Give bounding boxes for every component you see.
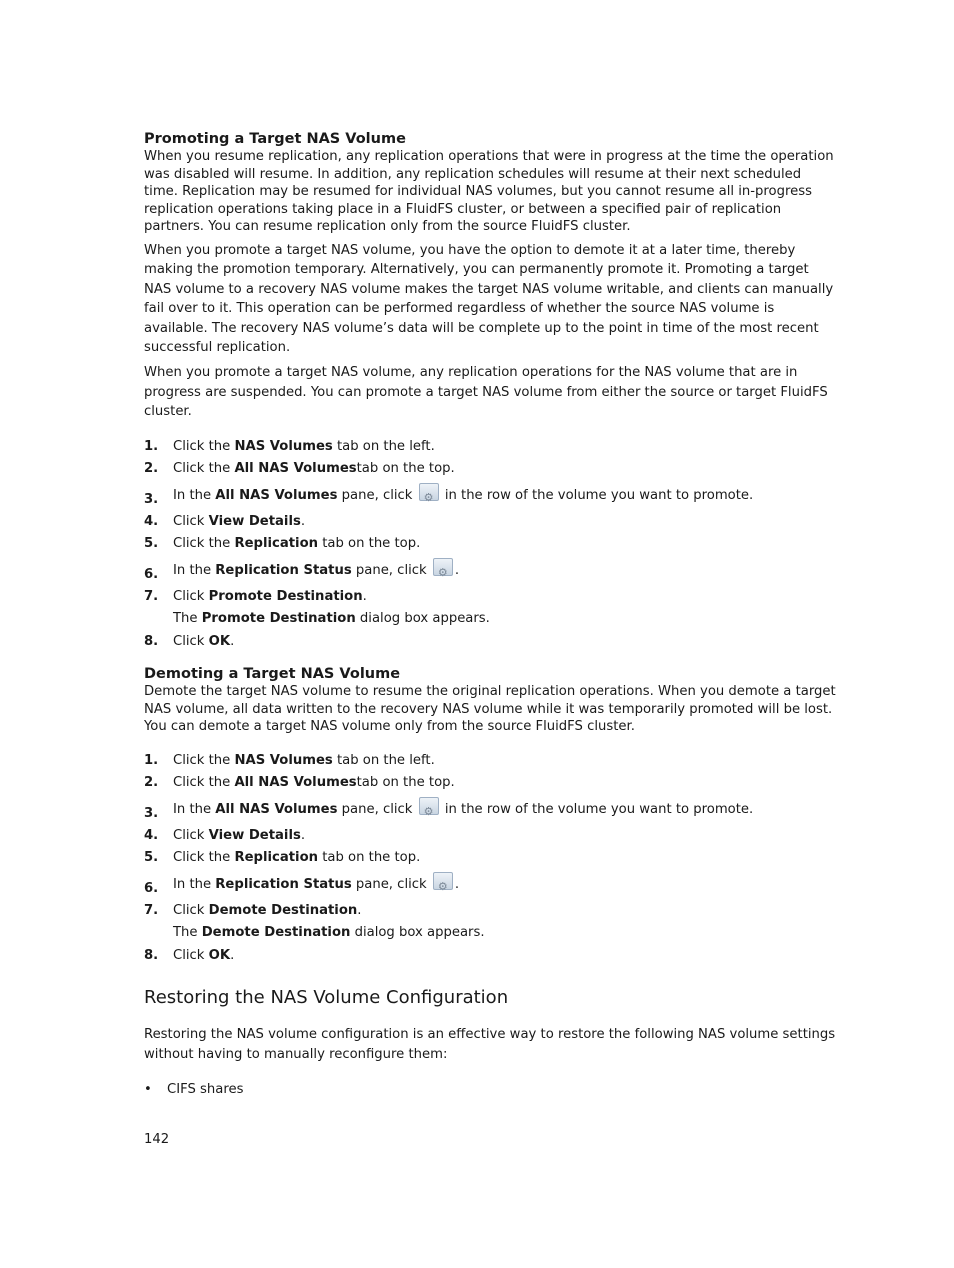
list-item: • CIFS shares (144, 1081, 838, 1099)
step-note: The Demote Destination dialog box appears. (173, 925, 485, 941)
step-item: 8. Click OK. (144, 947, 235, 963)
step-item: 8. Click OK. (144, 633, 235, 649)
step-item: 1. Click the NAS Volumes tab on the left. (144, 438, 435, 454)
page-content (144, 130, 838, 1099)
section-heading-promoting: Promoting a Target NAS Volume (144, 131, 406, 147)
paragraph: When you promote a target NAS volume, you have the option to demote it at a later time, thereby making the promotion temporary. Alternatively, you can permanently promote it. Promoting a target NAS volume to a recovery NAS volume makes the target NAS volume writable, and clients can manually fail over to it. This operation can be performed regardless of whether the source NAS volume is available. The recovery NAS volume’s data will be complete up to the point in time of the most recent successful replication. (144, 242, 834, 355)
gear-icon[interactable] (419, 797, 439, 815)
step-item: 5. Click the Replication tab on the top. (144, 850, 421, 866)
gear-icon[interactable] (433, 558, 453, 576)
paragraph: Restoring the NAS volume configuration is an effective way to restore the following NAS volume settings without having to manually reconfigure them: (144, 1027, 836, 1062)
section-heading-demoting: Demoting a Target NAS Volume (144, 666, 401, 683)
step-item: 6. In the Replication Status pane, click ⚙. (144, 870, 838, 900)
section-heading-restoring: Restoring the NAS Volume Configuration (144, 987, 509, 1009)
step-item: 2. Click the All NAS Volumestab on the top. (144, 461, 455, 477)
step-note: The Promote Destination dialog box appears. (173, 611, 490, 627)
step-item: 4. Click View Details. (144, 827, 306, 843)
step-item: 6. In the Replication Status pane, click ⚙. (144, 556, 838, 586)
paragraph: When you promote a target NAS volume, any replication operations for the NAS volume that are in progress are suspended. You can promote a target NAS volume from either the source or target FluidFS cluster. (144, 365, 828, 420)
step-item: 4. Click View Details. (144, 513, 306, 529)
demote-steps-list (144, 750, 838, 968)
step-item: 3. In the All NAS Volumes pane, click ⚙ in the row of the volume you want to promote. (144, 795, 838, 825)
step-item: 5. Click the Replication tab on the top. (144, 536, 421, 552)
step-item: 1. Click the NAS Volumes tab on the left. (144, 752, 435, 768)
step-item: 7. Click Promote Destination. (144, 588, 367, 604)
gear-icon[interactable] (419, 483, 439, 501)
bullet-list (144, 1081, 838, 1099)
promote-steps-list (144, 436, 838, 654)
step-item: 2. Click the All NAS Volumestab on the top. (144, 775, 455, 791)
step-item: 3. In the All NAS Volumes pane, click ⚙ in the row of the volume you want to promote. (144, 481, 838, 511)
paragraph: When you resume replication, any replication operations that were in progress at the time the operation was disabled will resume. In addition, any replication schedules will resume at their next scheduled time. Replication may be resumed for individual NAS volumes, but you cannot resume all in-progress replication operations taking place in a FluidFS cluster, or between a specified pair of replication partners. You can resume replication only from the source FluidFS cluster. (144, 149, 834, 235)
step-item: 7. Click Demote Destination. (144, 902, 362, 918)
paragraph: Demote the target NAS volume to resume the original replication operations. When you demote a target NAS volume, all data written to the recovery NAS volume while it was temporarily promoted will be lost. You can demote a target NAS volume only from the source FluidFS cluster. (144, 684, 836, 735)
gear-icon[interactable] (433, 872, 453, 890)
page-number: 142 (144, 1132, 170, 1147)
